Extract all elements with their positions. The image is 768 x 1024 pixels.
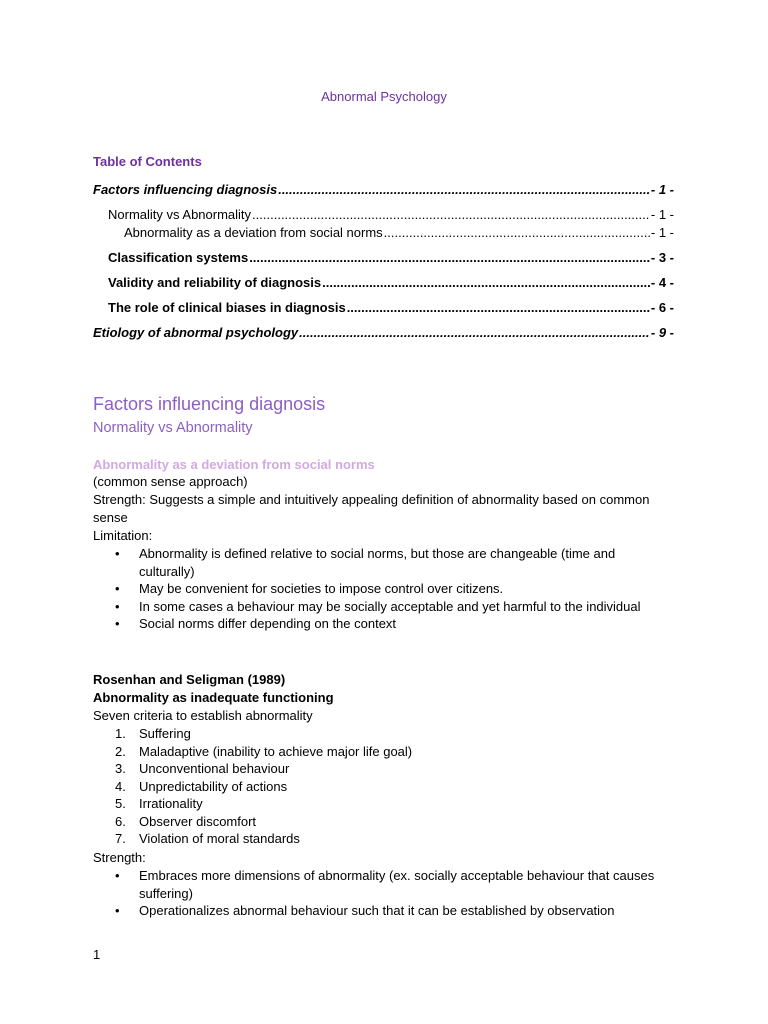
toc-leader <box>252 206 650 223</box>
toc-page-number: - 1 - <box>650 225 674 240</box>
list-item-text: Social norms differ depending on the context <box>139 616 397 631</box>
toc-entry-label: Etiology of abnormal psychology <box>93 325 299 340</box>
toc-heading: Table of Contents <box>93 154 202 169</box>
bullet-icon: • <box>115 546 120 561</box>
toc-entry-label: Abnormality as a deviation from social norms <box>124 225 383 240</box>
toc-entry-label: Validity and reliability of diagnosis <box>108 275 322 290</box>
toc-entry-label: Factors influencing diagnosis <box>93 182 278 197</box>
limitation-label: Limitation: <box>93 528 153 543</box>
toc-leader <box>384 224 650 241</box>
toc-entry-validity[interactable] <box>108 274 674 291</box>
toc-page-number: - 4 - <box>650 275 674 290</box>
list-item-text: Irrationality <box>139 796 203 811</box>
toc-entry-deviation[interactable] <box>124 224 674 241</box>
bullet-icon: • <box>115 868 120 883</box>
list-item-text: Embraces more dimensions of abnormality (ex. socially acceptable behaviour that causes suffering) <box>139 868 655 901</box>
toc-entry-factors[interactable] <box>93 181 674 198</box>
list-item: 7. Violation of moral standards <box>115 831 300 846</box>
bullet-icon: • <box>115 598 120 614</box>
toc-entry-biases[interactable] <box>108 299 674 316</box>
toc-entry-etiology[interactable] <box>93 324 674 341</box>
inadequate-heading: Abnormality as inadequate functioning <box>93 690 334 705</box>
toc-entry-classification[interactable] <box>108 249 674 266</box>
list-item <box>93 545 673 580</box>
section-subsubheading: Abnormality as a deviation from social norms <box>93 457 375 472</box>
page-number: 1 <box>93 947 101 962</box>
list-item: 1. Suffering <box>115 726 191 741</box>
list-item-text: Violation of moral standards <box>139 831 300 846</box>
criteria-intro: Seven criteria to establish abnormality <box>93 708 313 723</box>
list-item-text: Unpredictability of actions <box>139 778 288 794</box>
toc-entry-normality[interactable] <box>108 206 674 223</box>
criteria-list <box>93 725 673 848</box>
toc-leader <box>347 299 650 316</box>
list-item <box>93 867 673 902</box>
toc-entry-label: Normality vs Abnormality <box>108 207 252 222</box>
toc-leader <box>278 181 650 198</box>
list-item-text: Suffering <box>139 726 191 741</box>
toc-entry-label: Classification systems <box>108 250 249 265</box>
list-item <box>93 615 673 633</box>
approach-text: (common sense approach) <box>93 474 248 489</box>
toc-page-number: - 1 - <box>650 207 674 222</box>
strength-text: Strength: Suggests a simple and intuitively appealing definition of abnormality based on common sense <box>93 492 650 525</box>
list-item: 5. Irrationality <box>115 796 203 811</box>
list-item: 4. Unpredictability of actions <box>115 778 288 794</box>
list-item-text: Maladaptive (inability to achieve major life goal) <box>139 743 413 759</box>
toc-page-number: - 1 - <box>650 182 674 197</box>
section-heading: Factors influencing diagnosis <box>93 394 326 414</box>
study-citation: Rosenhan and Seligman (1989) <box>93 672 286 687</box>
list-item: 6. Observer discomfort <box>115 813 257 829</box>
list-item-text: In some cases a behaviour may be socially acceptable and yet harmful to the individual <box>139 598 641 614</box>
toc-page-number: - 3 - <box>650 250 674 265</box>
toc-entry-label: The role of clinical biases in diagnosis <box>108 300 346 315</box>
strength-label: Strength: <box>93 850 146 865</box>
list-item-text: Observer discomfort <box>139 813 257 829</box>
list-item: 2. Maladaptive (inability to achieve major life goal) <box>115 743 413 759</box>
list-item <box>93 902 673 920</box>
bullet-icon: • <box>115 616 120 631</box>
list-item-text: Unconventional behaviour <box>139 761 290 776</box>
toc-leader <box>299 324 650 341</box>
toc-leader <box>322 274 650 291</box>
strengths-list <box>93 867 673 920</box>
toc-page-number: - 6 - <box>650 300 674 315</box>
bullet-icon: • <box>115 903 120 918</box>
limitations-list <box>93 545 673 633</box>
bullet-icon: • <box>115 581 120 596</box>
toc-leader <box>249 249 650 266</box>
list-item <box>93 598 673 616</box>
list-item: 3. Unconventional behaviour <box>115 761 290 776</box>
list-item-text: Operationalizes abnormal behaviour such that it can be established by observation <box>139 903 615 918</box>
list-item <box>93 580 673 598</box>
list-item-text: Abnormality is defined relative to social norms, but those are changeable (time and culturally) <box>139 546 616 579</box>
toc-page-number: - 9 - <box>650 325 674 340</box>
document-title: Abnormal Psychology <box>321 89 447 104</box>
list-item-text: May be convenient for societies to impose control over citizens. <box>139 581 504 596</box>
section-subheading: Normality vs Abnormality <box>93 420 253 436</box>
